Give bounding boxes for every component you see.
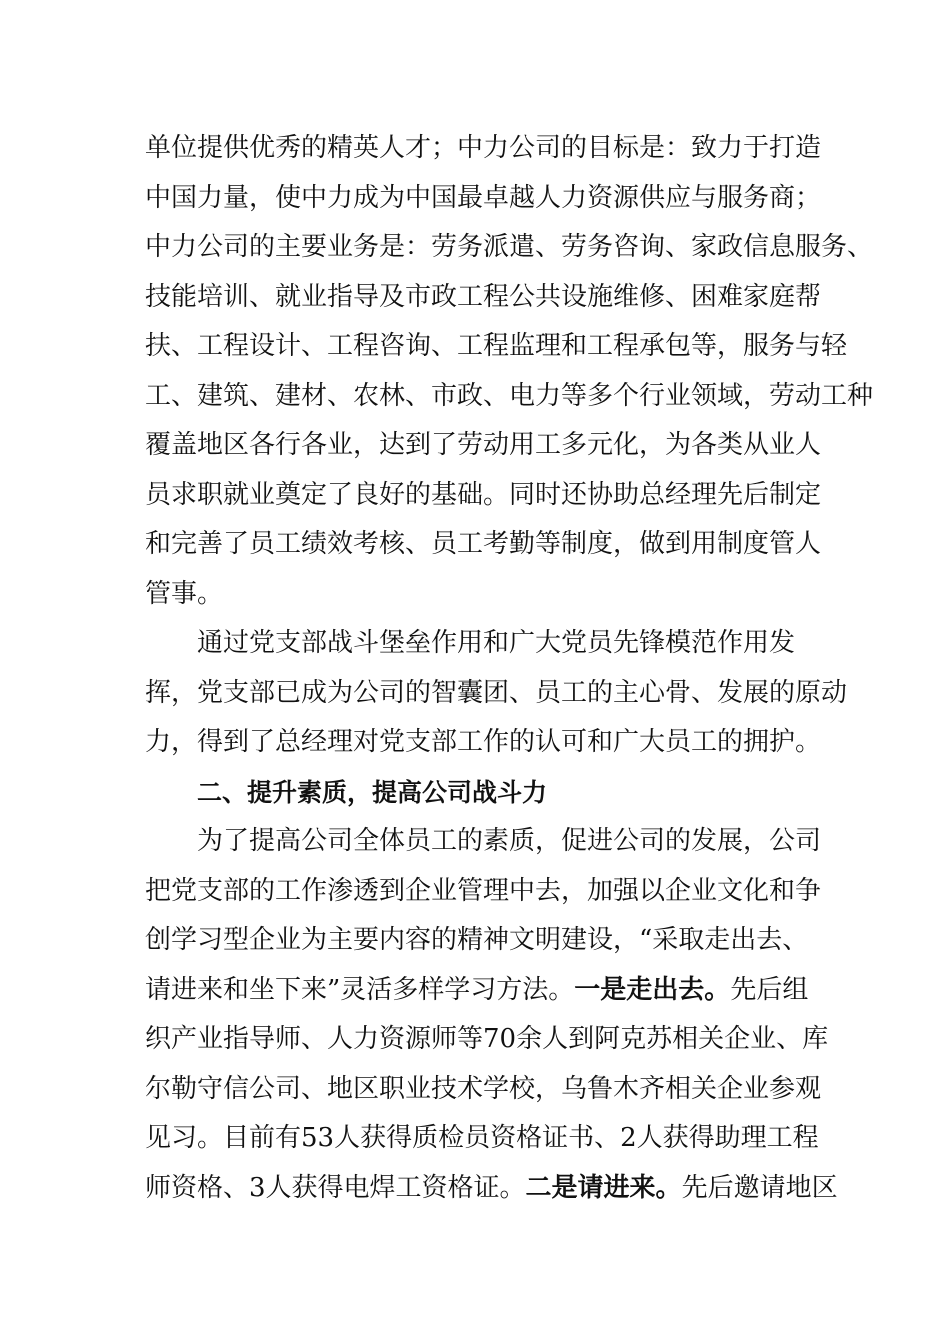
text-line: 创学习型企业为主要内容的精神文明建设，“采取走出去、 [145,925,809,955]
text-line: 技能培训、就业指导及市政工程公共设施维修、困难家庭帮 [145,281,822,312]
text-line: 力，得到了总经理对党支部工作的认可和广大员工的拥护。 [145,727,822,757]
text-line: 工、建筑、建材、农林、市政、电力等多个行业领域，劳动工种 [145,380,874,411]
text-line: 织产业指导师、人力资源师等70余人到阿克苏相关企业、库 [145,1024,829,1054]
text-line: 把党支部的工作渗透到企业管理中去，加强以企业文化和争 [145,875,822,906]
text-line: 和完善了员工绩效考核、员工考勤等制度，做到用制度管人 [145,529,822,559]
text-run: 师资格、3人获得电焊工资格证。 [145,1172,526,1203]
text-run: 请进来和坐下来”灵活多样学习方法。 [145,974,575,1005]
text-line: 尔勒守信公司、地区职业技术学校，乌鲁木齐相关企业参观 [145,1073,822,1104]
emphasis-go-out: 一是走出去。 [574,974,731,1005]
text-run: 先后邀请地区 [681,1172,838,1203]
text-line: 见习。目前有53人获得质检员资格证书、2人获得助理工程 [145,1123,819,1153]
document-body [145,124,874,1213]
text-line: 管事。 [145,578,224,609]
text-line: 扶、工程设计、工程咨询、工程监理和工程承包等，服务与轻 [145,331,848,361]
text-line: 中国力量，使中力成为中国最卓越人力资源供应与服务商； [145,182,822,213]
section-heading: 二、提升素质，提高公司战斗力 [197,777,548,807]
text-line: 单位提供优秀的精英人才；中力公司的目标是：致力于打造 [145,133,822,163]
emphasis-invite-in: 二是请进来。 [525,1172,682,1203]
text-line-with-emphasis [145,966,810,1016]
text-line: 员求职就业奠定了良好的基础。同时还协助总经理先后制定 [145,479,822,510]
text-line: 挥，党支部已成为公司的智囊团、员工的主心骨、发展的原动 [145,677,848,708]
text-run: 先后组 [730,974,809,1005]
paragraph-start-line: 为了提高公司全体员工的素质，促进公司的发展，公司 [197,826,822,856]
text-line-with-emphasis [145,1164,838,1214]
text-line: 覆盖地区各行各业，达到了劳动用工多元化，为各类从业人 [145,430,822,460]
text-line: 中力公司的主要业务是：劳务派遣、劳务咨询、家政信息服务、 [145,232,874,262]
paragraph-start-line: 通过党支部战斗堡垒作用和广大党员先锋模范作用发 [197,628,796,658]
